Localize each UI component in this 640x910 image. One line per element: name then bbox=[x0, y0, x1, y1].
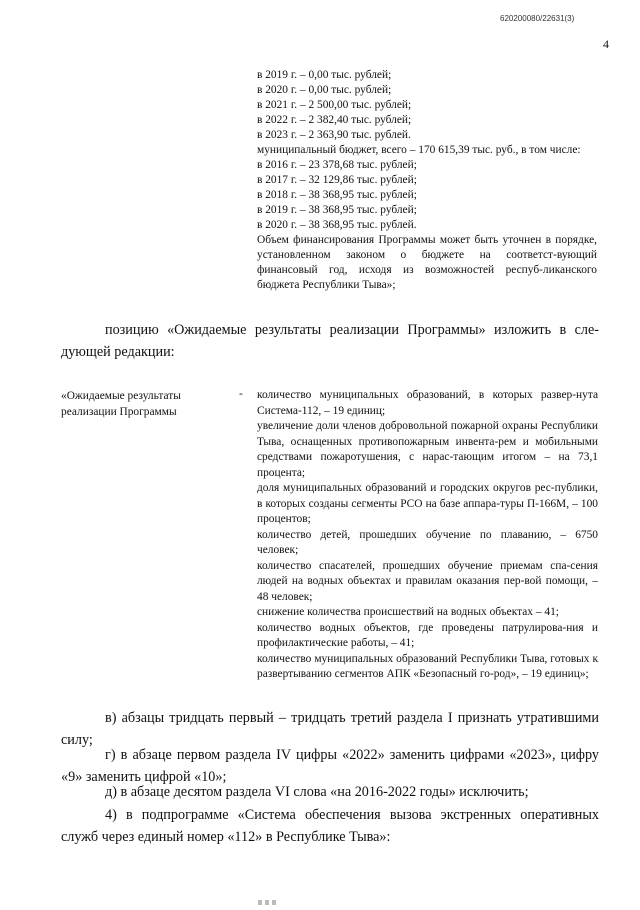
cut-off-text-fragment bbox=[258, 892, 288, 898]
paragraph-g: г) в абзаце первом раздела IV цифры «2022» заменить цифрами «2023», цифру «9» заменить цифрой «10»; bbox=[61, 747, 599, 785]
paragraph-v: в) абзацы тридцать первый – тридцать третий раздела I признать утратившими силу; bbox=[61, 710, 599, 748]
result-item: количество детей, прошедших обучение по плаванию, – 6750 человек; bbox=[257, 528, 598, 556]
results-list bbox=[257, 388, 598, 683]
intro-paragraph: позицию «Ожидаемые результаты реализации Программы» изложить в сле-дующей редакции: bbox=[61, 322, 599, 360]
financing-line: в 2021 г. – 2 500,00 тыс. рублей; bbox=[257, 99, 412, 111]
financing-line: в 2018 г. – 38 368,95 тыс. рублей; bbox=[257, 189, 417, 201]
result-item: количество водных объектов, где проведены патрулирова-ния и профилактические работы, – 41; bbox=[257, 621, 598, 649]
results-label: «Ожидаемые результаты реализации Программы bbox=[61, 390, 181, 418]
result-item: снижение количества происшествий на водных объектах – 41; bbox=[257, 606, 559, 618]
result-item: доля муниципальных образований и городских округов рес-публики, в которых созданы сегменты РСО на базе аппара-туры П-166М, – 100 процентов; bbox=[257, 482, 598, 525]
financing-line: в 2017 г. – 32 129,86 тыс. рублей; bbox=[257, 174, 417, 186]
financing-line: в 2016 г. – 23 378,68 тыс. рублей; bbox=[257, 159, 417, 171]
document-id: 620200080/22631(3) bbox=[500, 14, 575, 23]
financing-line: в 2019 г. – 0,00 тыс. рублей; bbox=[257, 69, 392, 81]
result-item: количество муниципальных образований Республики Тыва, готовых к развертыванию сегментов АПК «Безопасный го-род», – 19 единиц»; bbox=[257, 652, 598, 680]
financing-block bbox=[257, 68, 597, 293]
paragraph-4: 4) в подпрограмме «Система обеспечения вызова экстренных оперативных служб через единый номер «112» в Республике Тыва»: bbox=[61, 807, 599, 845]
page-number: 4 bbox=[603, 37, 609, 51]
financing-note: Объем финансирования Программы может быть уточнен в порядке, установленном законом о бюджете на соответст-вующий финансовый год, исходя из возможностей респуб-ликанского бюджета Республики Тыва»; bbox=[257, 234, 597, 291]
result-item: увеличение доли членов добровольной пожарной охраны Республики Тыва, оснащенных противопожарным инвента-рем и мобильными средствами пожаротушения, с нарас-тающим итогом – на 73,1 процента; bbox=[257, 420, 598, 479]
financing-line: в 2023 г. – 2 363,90 тыс. рублей. bbox=[257, 129, 411, 141]
paragraph-d: д) в абзаце десятом раздела VI слова «на 2016-2022 годы» исключить; bbox=[105, 784, 529, 800]
municipal-budget-total: муниципальный бюджет, всего – 170 615,39 тыс. руб., в том числе: bbox=[257, 144, 581, 156]
results-dash: - bbox=[239, 388, 243, 400]
financing-line: в 2020 г. – 0,00 тыс. рублей; bbox=[257, 84, 392, 96]
financing-line: в 2019 г. – 38 368,95 тыс. рублей; bbox=[257, 204, 417, 216]
result-item: количество муниципальных образований, в которых развер-нута Система-112, – 19 единиц; bbox=[257, 389, 598, 417]
financing-line: в 2022 г. – 2 382,40 тыс. рублей; bbox=[257, 114, 412, 126]
result-item: количество спасателей, прошедших обучение приемам спа-сения людей на водных объектах и правилам оказания пер-вой помощи, – 48 человек; bbox=[257, 559, 598, 603]
financing-line: в 2020 г. – 38 368,95 тыс. рублей. bbox=[257, 219, 417, 231]
